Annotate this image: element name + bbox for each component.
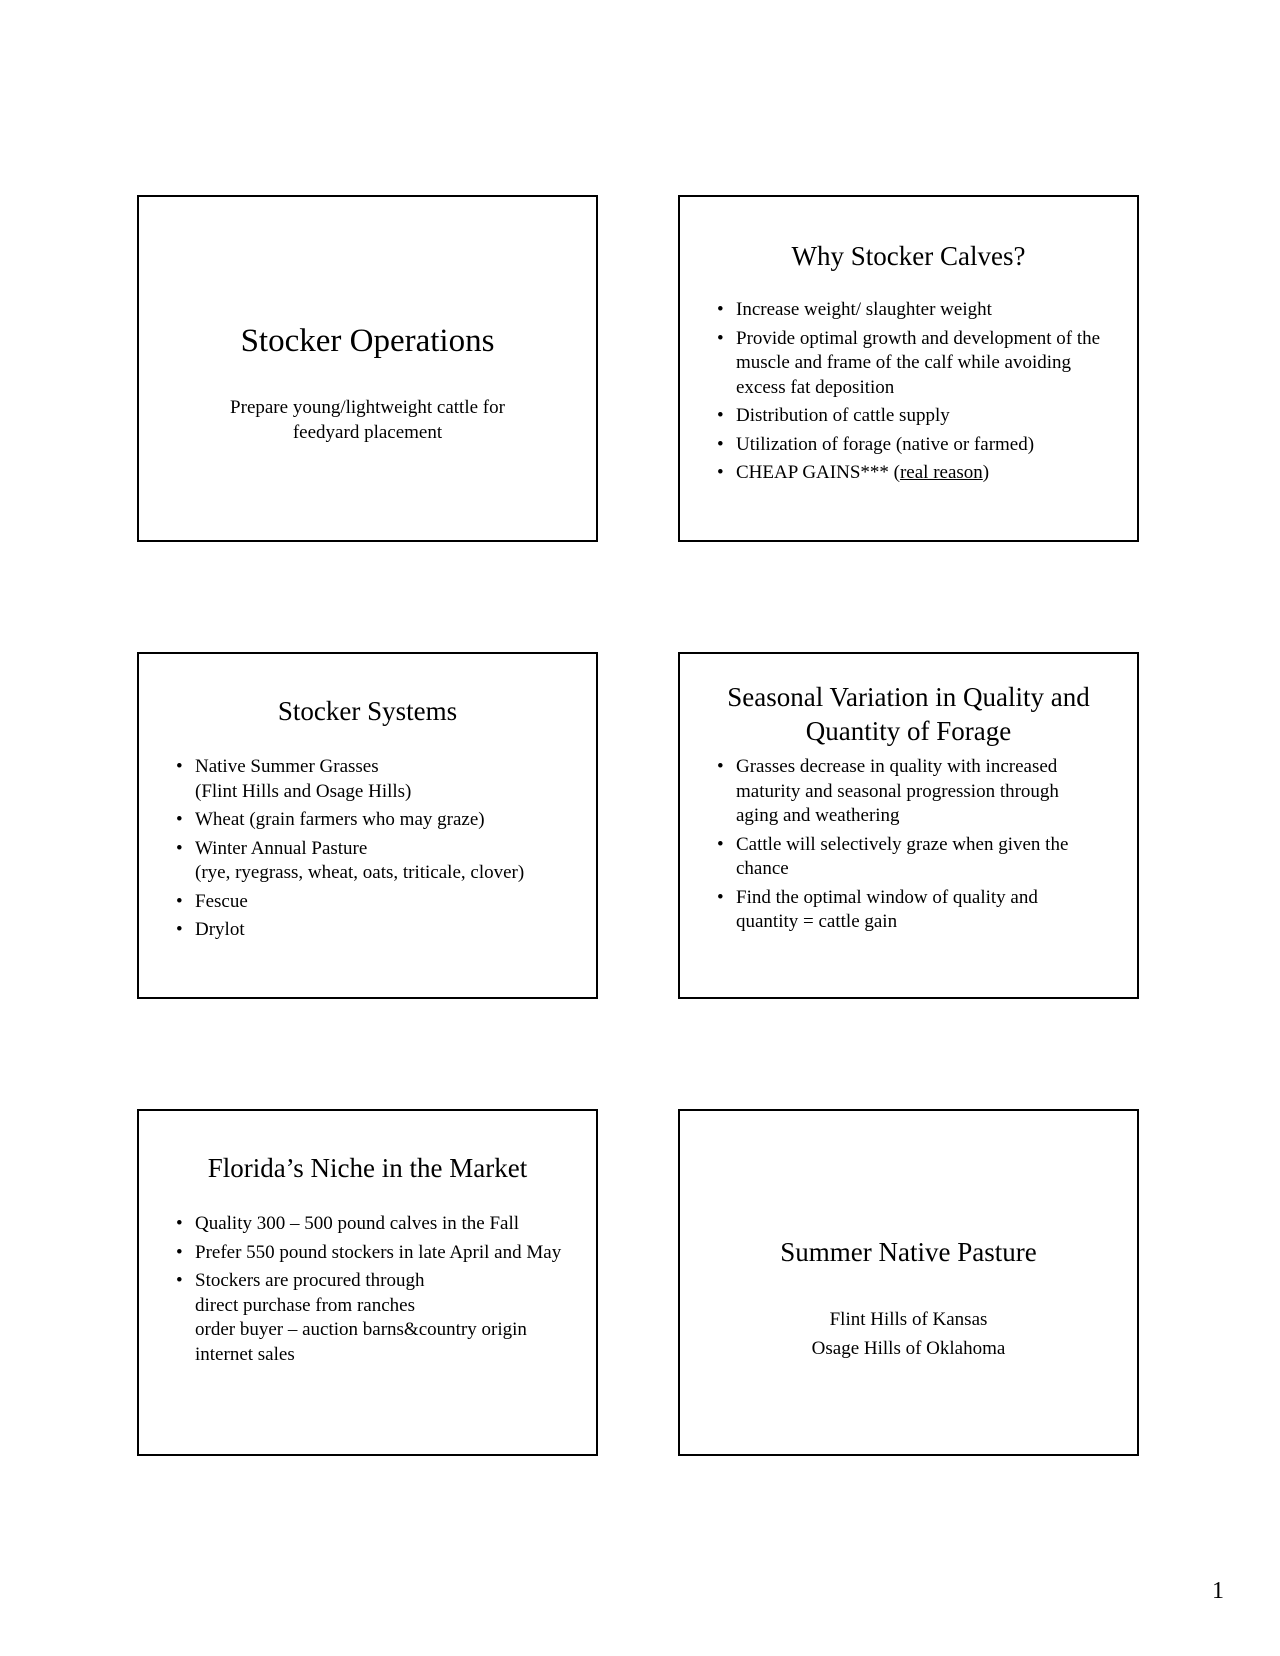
bullet-item: • Quality 300 – 500 pound calves in the Fall: [176, 1212, 566, 1237]
bullet-text: ): [982, 462, 990, 483]
slide-title: Stocker Operations: [240, 323, 495, 359]
bullet-text: • Drylot: [195, 919, 245, 940]
slide-body: [680, 1305, 1137, 1363]
bullet-item: • Provide optimal growth and development of the muscle and frame of the calf while avoiding excess fat deposition: [717, 327, 1107, 401]
title-line: Quantity of Forage: [805, 716, 1012, 746]
bullet-item: • Grasses decrease in quality with increased maturity and seasonal progression through aging and weathering: [717, 755, 1101, 829]
bullet-subtext: internet sales: [195, 1343, 295, 1365]
slide-title: [680, 680, 1137, 748]
body-line: Flint Hills of Kansas: [829, 1309, 988, 1330]
bullet-text: • Wheat (grain farmers who may graze): [195, 809, 485, 830]
slide-summer-native-pasture: [678, 1109, 1139, 1456]
bullet-item: • Distribution of cattle supply: [717, 404, 1107, 429]
bullet-item: • Increase weight/ slaughter weight: [717, 298, 1107, 323]
slide-title: Stocker Systems: [277, 696, 458, 726]
bullet-item: • Cattle will selectively graze when given the chance: [717, 833, 1101, 882]
slide-florida-niche: [137, 1109, 598, 1456]
bullet-text: • Winter Annual Pasture: [195, 837, 368, 859]
bullet-subtext: (Flint Hills and Osage Hills): [195, 780, 412, 802]
slide-title: Florida’s Niche in the Market: [207, 1153, 528, 1183]
body-line: Osage Hills of Oklahoma: [811, 1338, 1006, 1359]
slide-title: Summer Native Pasture: [780, 1237, 1037, 1267]
bullet-list: [176, 1212, 566, 1371]
slide-title: Why Stocker Calves?: [791, 241, 1026, 271]
slide-stocker-systems: [137, 652, 598, 999]
subtitle-line: feedyard placement: [292, 422, 443, 443]
bullet-item: [176, 890, 576, 915]
bullet-list: [717, 755, 1101, 939]
bullet-item: [176, 918, 576, 943]
title-line: Seasonal Variation in Quality and: [727, 682, 1090, 712]
bullet-item: [176, 755, 576, 804]
bullet-item: [176, 837, 576, 886]
bullet-text: CHEAP GAINS*** (: [736, 462, 900, 483]
real-reason-text: real reason: [899, 462, 983, 483]
bullet-text: • Fescue: [195, 890, 248, 912]
bullet-subtext: direct purchase from ranches: [195, 1294, 415, 1316]
bullet-item: [176, 1269, 566, 1367]
bullet-item: • Prefer 550 pound stockers in late April and May: [176, 1241, 566, 1266]
bullet-subtext: order buyer – auction barns&country origin: [195, 1319, 527, 1340]
subtitle-line: Prepare young/lightweight cattle for: [230, 397, 505, 418]
bullet-item: [176, 808, 576, 833]
bullet-item: [717, 461, 1107, 486]
slide-stocker-operations: [137, 195, 598, 542]
bullet-item: • Find the optimal window of quality and quantity = cattle gain: [717, 886, 1101, 935]
bullet-subtext: (rye, ryegrass, wheat, oats, triticale, clover): [195, 862, 525, 883]
bullet-text: • Stockers are procured through: [195, 1270, 425, 1291]
slide-seasonal-variation: [678, 652, 1139, 999]
page-number: 1: [1212, 1578, 1224, 1604]
slide-why-stocker-calves: [678, 195, 1139, 542]
bullet-list: [176, 755, 576, 947]
bullet-text: • Native Summer Grasses: [195, 756, 379, 777]
bullet-list: [717, 298, 1107, 490]
slide-subtitle: [139, 395, 596, 445]
bullet-item: • Utilization of forage (native or farmed): [717, 433, 1107, 458]
